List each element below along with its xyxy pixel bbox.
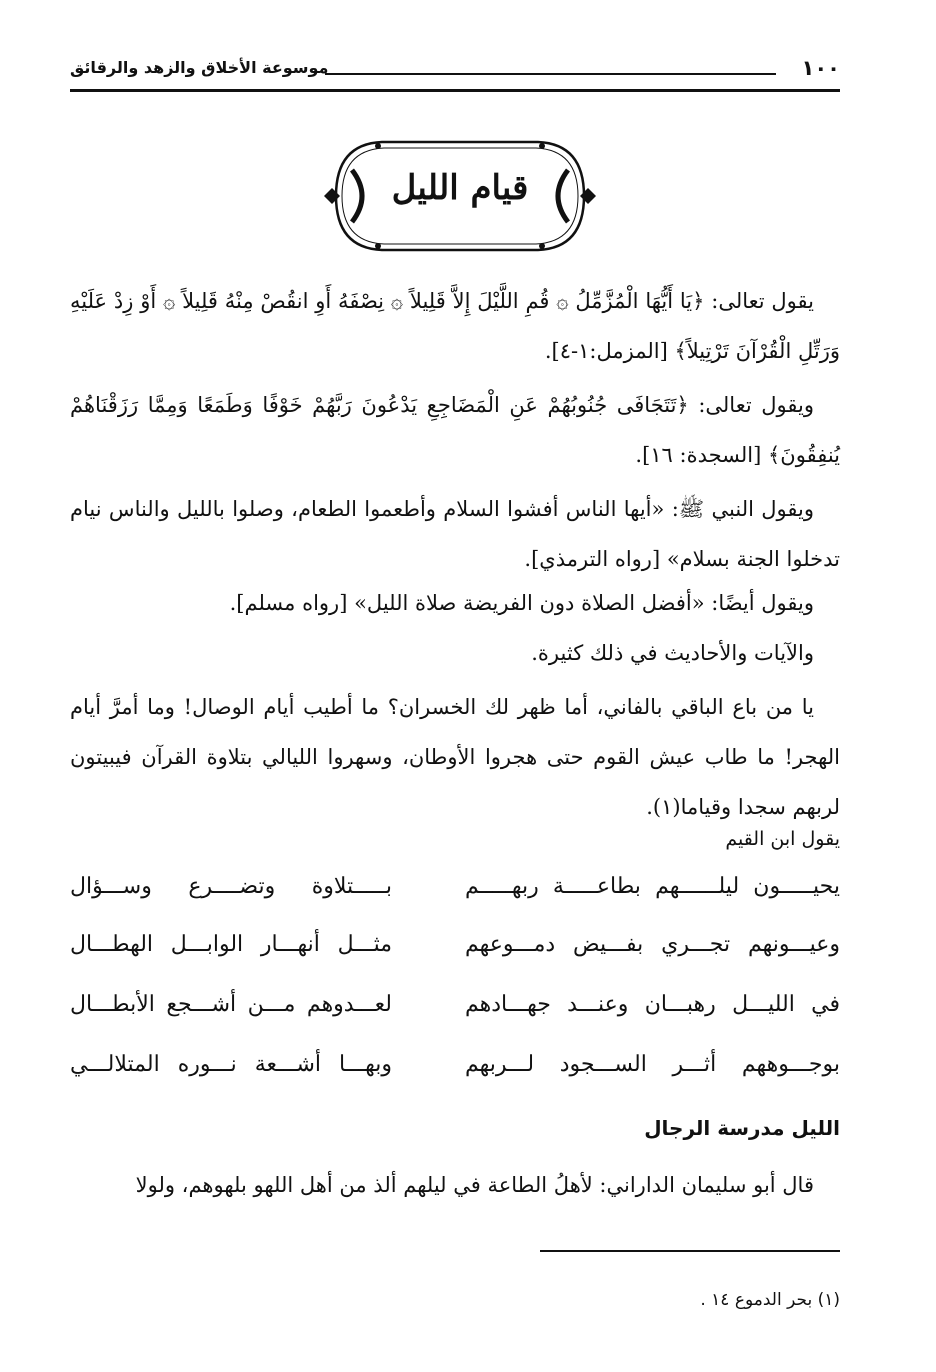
- paragraph-exhortation: يا من باع الباقي بالفاني، أما ظهر لك الخسران؟ ما أطيب أيام الوصال! وما أمرَّ أيام الهجر! ما طاب عيش القوم حتى هجروا الأوطان، وسهروا الليالي بتلاوة القرآن فيبيتون لربهم سجدا وقياما(١).: [70, 695, 840, 819]
- verse-first-hemistich: في الليـــل رهبـــان وعنـــد جهـــادهم: [465, 992, 840, 1017]
- header-rule: [70, 89, 840, 92]
- verse-first-hemistich: بوجـــوههم أثـــر الســـجود لـــربهم: [465, 1052, 840, 1077]
- chapter-title: قيام الليل: [391, 168, 529, 208]
- verse-second-hemistich: لعـــدوهم مـــن أشـــجع الأبطـــال: [70, 992, 392, 1017]
- chapter-title-frame: [322, 132, 598, 260]
- paragraph-darani-quote: قال أبو سليمان الداراني: لأهلُ الطاعة في ليلهم ألذ من أهل اللهو بلهوهم، ولولا: [135, 1173, 814, 1197]
- poem-intro: يقول ابن القيم: [725, 828, 840, 850]
- book-title: موسوعة الأخلاق والزهد والرقائق: [70, 58, 329, 77]
- paragraph-ayat-note: والآيات والأحاديث في ذلك كثيرة.: [531, 641, 814, 665]
- poem-verse: [0, 874, 936, 914]
- footnote-separator: [540, 1250, 840, 1252]
- paragraph-hadith-muslim: ويقول أيضًا: «أفضل الصلاة دون الفريضة صلاة الليل» [رواه مسلم].: [229, 591, 814, 615]
- page-number: ١٠٠: [801, 56, 840, 80]
- header-line: [325, 73, 776, 75]
- poem-verse: [0, 1052, 936, 1092]
- section-heading: الليل مدرسة الرجال: [644, 1116, 840, 1140]
- verse-first-hemistich: يحيـــــون ليلــــــهم بطاعـــــة ربهـــــم: [465, 874, 840, 899]
- paragraph-quran-muzzammil: يقول تعالى: ﴿يَا أَيُّهَا الْمُزَّمِّلُ ۞ قُمِ اللَّيْلَ إِلاَّ قَلِيلاً ۞ نِصْفَهُ أَوِ انقُصْ مِنْهُ قَلِيلاً ۞ أَوْ زِدْ عَلَيْهِ وَرَتِّلِ الْقُرْآنَ تَرْتِيلاً﴾ [المزمل:١-٤].: [70, 289, 840, 363]
- paragraph-hadith-tirmidhi: ويقول النبي ﷺ: «أيها الناس أفشوا السلام وأطعموا الطعام، وصلوا بالليل والناس نيام تدخلوا الجنة بسلام» [رواه الترمذي].: [70, 497, 840, 571]
- verse-second-hemistich: بـــــتلاوة وتضــــرع وســـؤال: [70, 874, 392, 899]
- verse-first-hemistich: وعيـــونهم تجـــري بفـــيض دمـــوعهم: [465, 932, 840, 957]
- verse-second-hemistich: وبهـــا أشـــعة نـــوره المتلالـــي: [70, 1052, 392, 1077]
- poem-verse: [0, 932, 936, 972]
- poem-verse: [0, 992, 936, 1032]
- running-header: [70, 56, 840, 90]
- verse-second-hemistich: مثـــل أنهـــار الوابـــل الهطـــال: [70, 932, 392, 957]
- paragraph-quran-sajda: ويقول تعالى: ﴿تَتَجَافَى جُنُوبُهُمْ عَنِ الْمَضَاجِعِ يَدْعُونَ رَبَّهُمْ خَوْفًا وَطَمَعًا وَمِمَّا رَزَقْنَاهُمْ يُنفِقُونَ﴾ [السجدة: ١٦].: [70, 393, 840, 467]
- footnote: (١) بحر الدموع ١٤ .: [700, 1290, 840, 1310]
